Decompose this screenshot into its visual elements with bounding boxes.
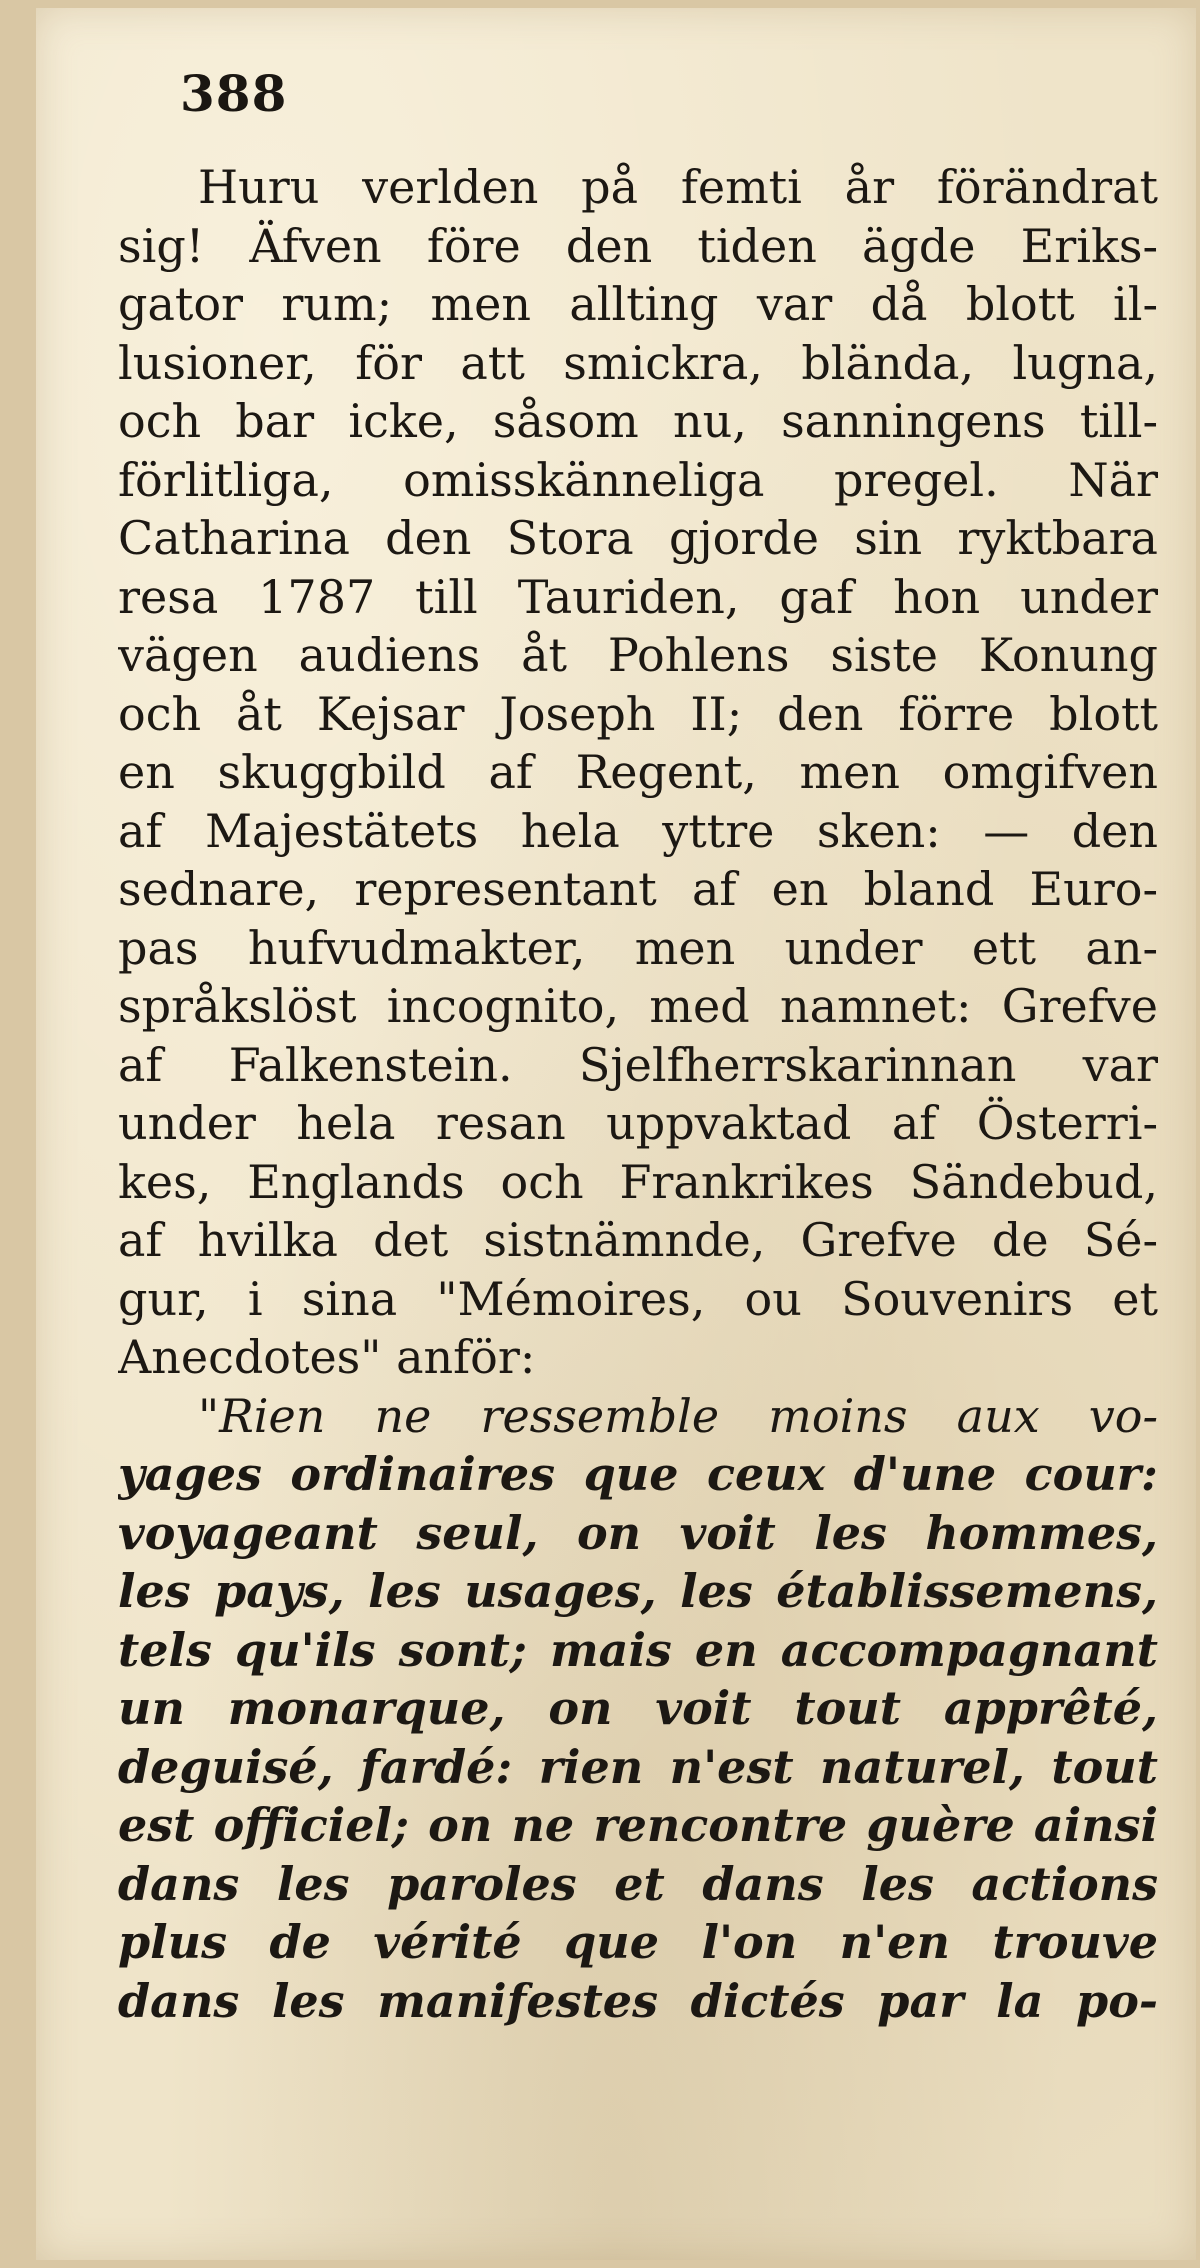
text-line: pas hufvudmakter, men under ett an- <box>118 920 1158 975</box>
text-line: språkslöst incognito, med namnet: Grefve <box>118 979 1158 1033</box>
quote-line: un monarque, on voit tout apprêté, <box>118 1681 1158 1735</box>
text-line: sig! Äfven före den tiden ägde Eriks- <box>118 218 1158 273</box>
quote-line: est officiel; on ne rencontre guère ainsi <box>118 1798 1158 1852</box>
text-line: Huru verlden på femti år förändrat <box>198 160 1158 214</box>
quote-line: deguisé, fardé: rien n'est naturel, tout <box>118 1739 1158 1794</box>
quote-line: tels qu'ils sont; mais en accompagnant <box>118 1622 1158 1677</box>
page-number: 388 <box>180 64 288 123</box>
text-line: Anecdotes" anför: <box>118 1330 536 1384</box>
text-line: vägen audiens åt Pohlens siste Konung <box>118 628 1158 682</box>
quote-line: dans les paroles et dans les actions <box>118 1856 1158 1911</box>
text-line: gur, i sina "Mémoires, ou Souvenirs et <box>118 1271 1158 1326</box>
quote-line: dans les manifestes dictés par la po- <box>118 1973 1158 2028</box>
text-line: Catharina den Stora gjorde sin ryktbara <box>118 511 1158 565</box>
text-line: en skuggbild af Regent, men omgifven <box>118 745 1158 799</box>
text-line: af Majestätets hela yttre sken: — den <box>118 803 1158 858</box>
text-line: sednare, representant af en bland Euro- <box>118 862 1158 916</box>
text-line: af Falkenstein. Sjelfherrskarinnan var <box>118 1037 1158 1092</box>
quote-line: "Rien ne ressemble moins aux vo- <box>198 1388 1158 1443</box>
body-text <box>118 158 1158 2030</box>
quote-line: plus de vérité que l'on n'en trouve <box>118 1915 1158 1969</box>
text-line: af hvilka det sistnämnde, Grefve de Sé- <box>118 1213 1158 1267</box>
text-line: lusioner, för att smickra, blända, lugna, <box>118 335 1158 390</box>
text-line: kes, Englands och Frankrikes Sändebud, <box>118 1154 1158 1209</box>
text-line: under hela resan uppvaktad af Österri- <box>118 1096 1158 1150</box>
text-line: och åt Kejsar Joseph II; den förre blott <box>118 686 1158 741</box>
text-line: och bar icke, såsom nu, sanningens till- <box>118 394 1158 448</box>
text-line: resa 1787 till Tauriden, gaf hon under <box>118 569 1158 624</box>
quote-line: yages ordinaires que ceux d'une cour: <box>118 1447 1158 1501</box>
text-line: förlitliga, omisskänneliga pregel. När <box>118 452 1158 507</box>
quote-line: voyageant seul, on voit les hommes, <box>118 1505 1158 1560</box>
quote-line: les pays, les usages, les établissemens, <box>118 1564 1158 1618</box>
book-page <box>36 8 1196 2260</box>
text-line: gator rum; men allting var då blott il- <box>118 277 1158 331</box>
